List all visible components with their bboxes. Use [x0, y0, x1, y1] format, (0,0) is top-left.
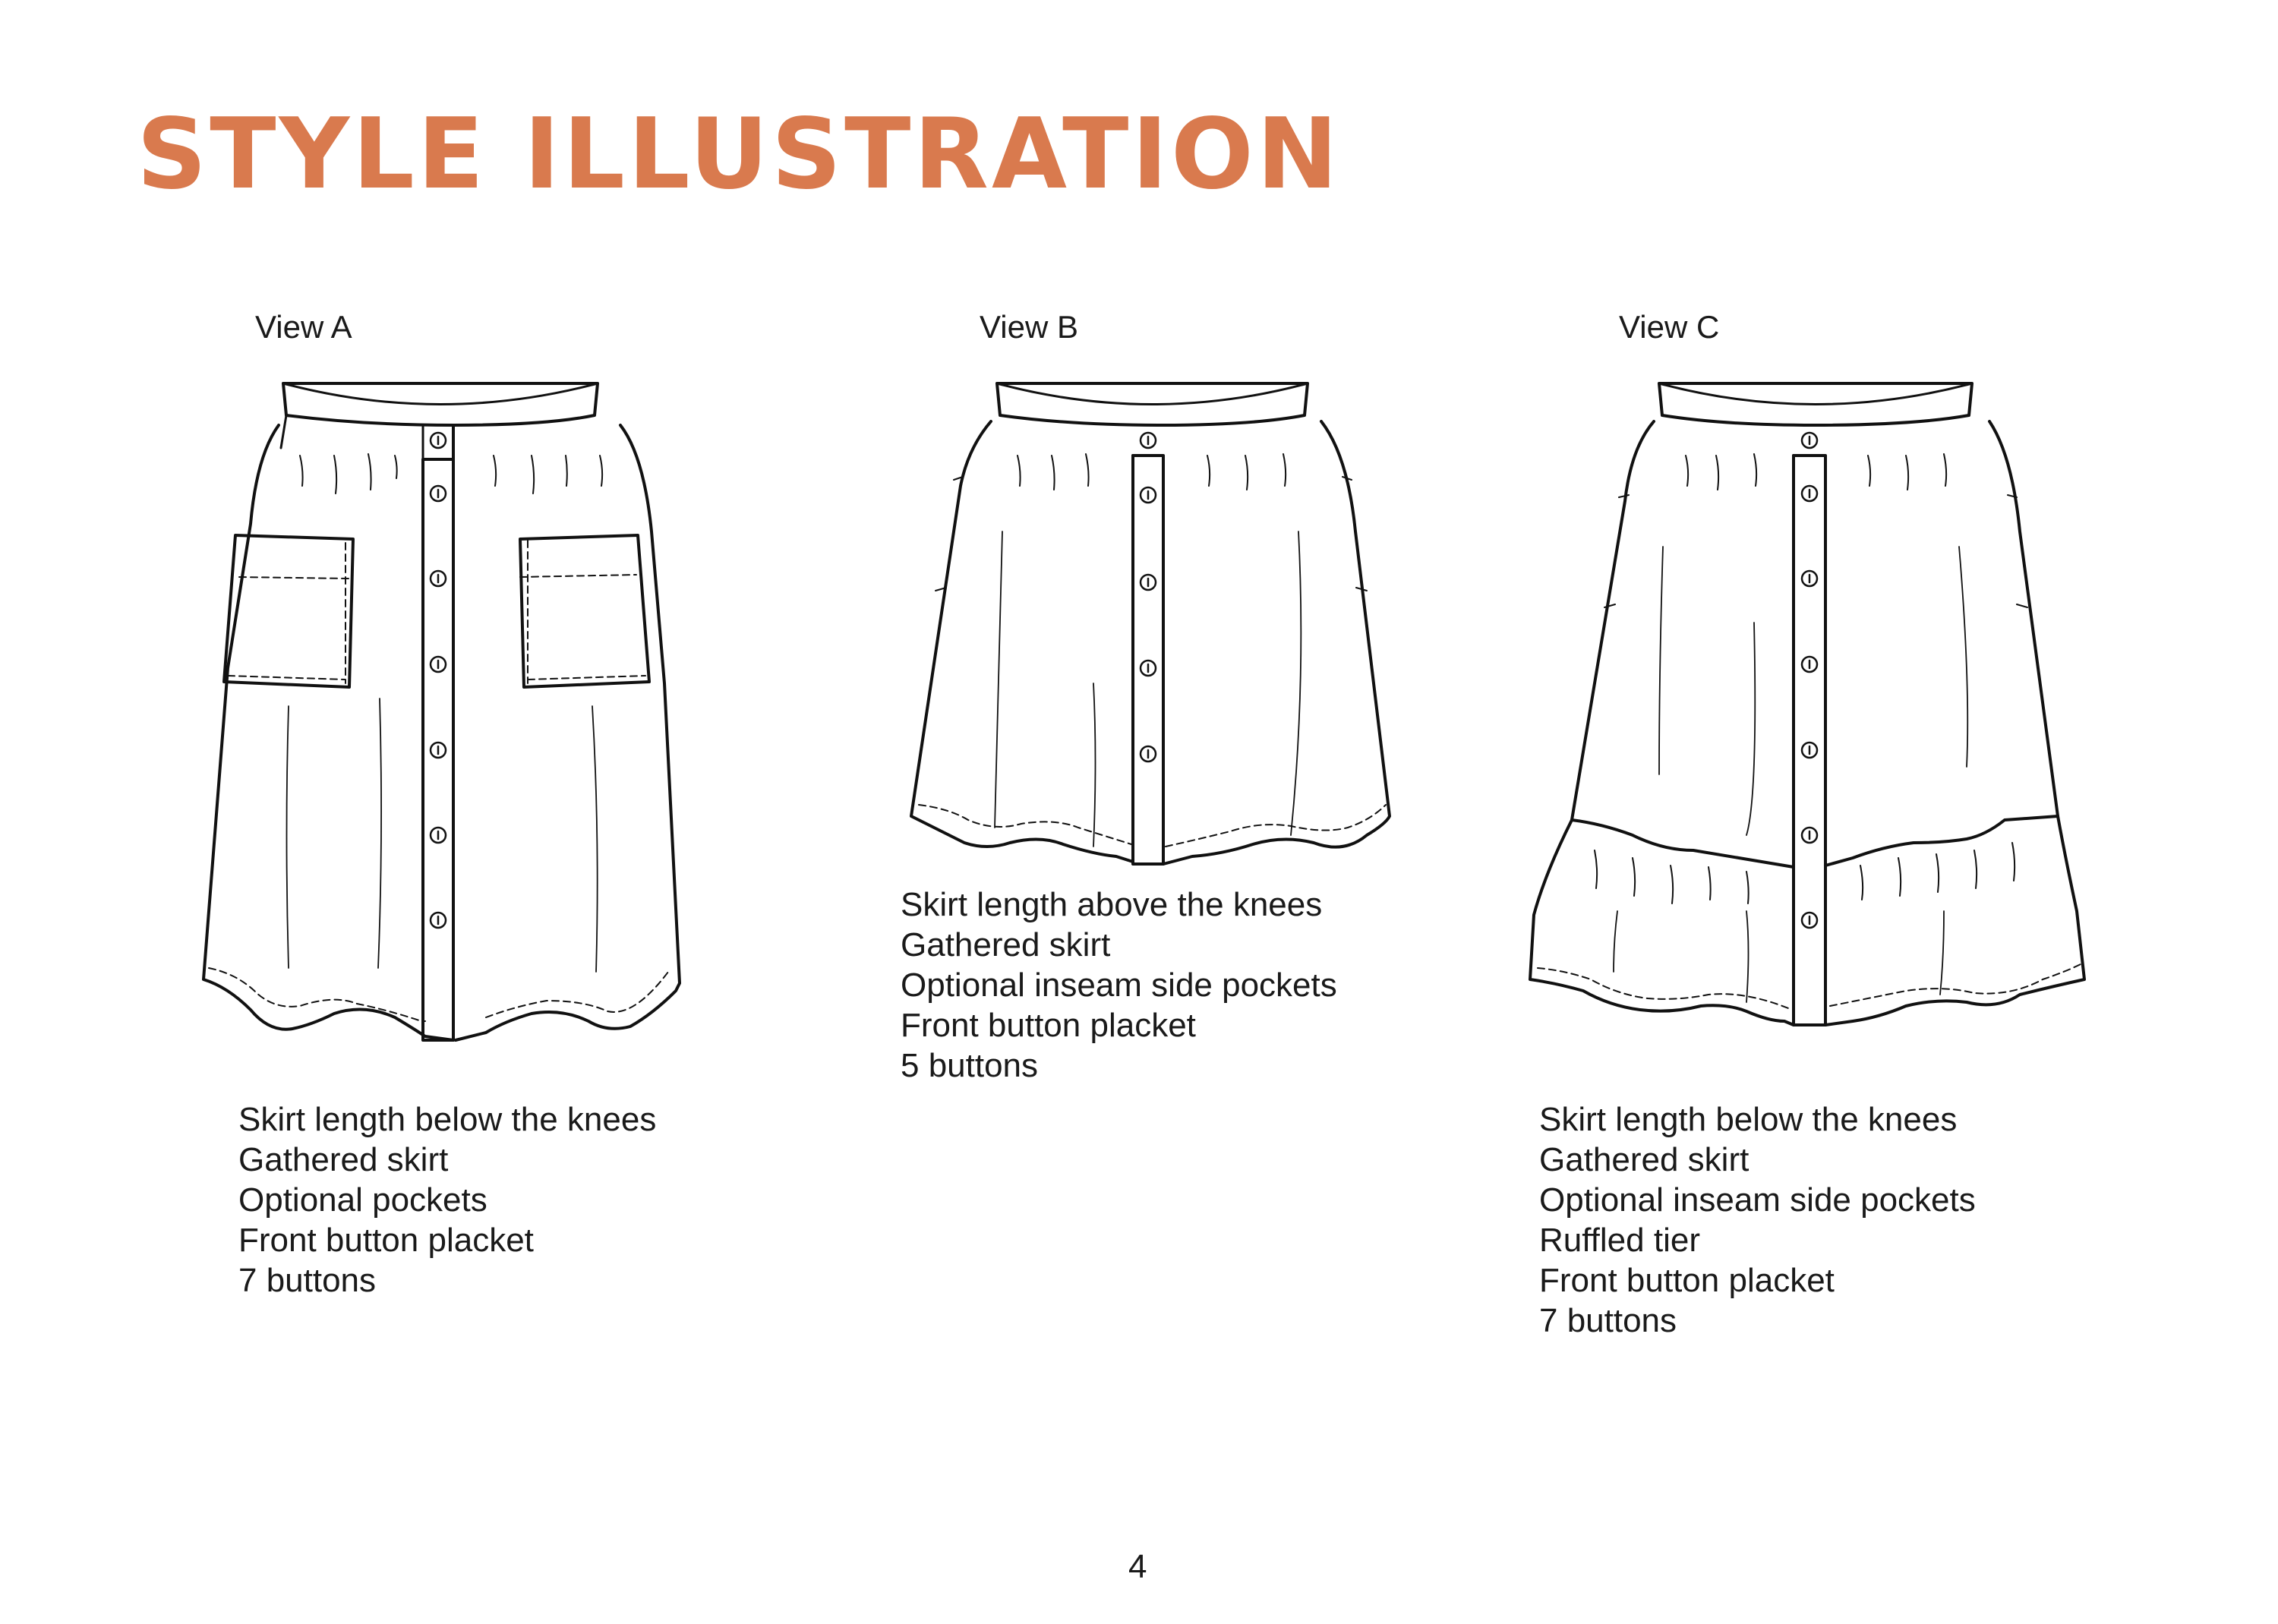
- placket-buttons: [431, 433, 1817, 928]
- skirt-view-b-illustration: [911, 383, 1390, 864]
- page-number: 4: [1128, 1548, 1147, 1585]
- feature-item: Skirt length below the knees: [1539, 1101, 1958, 1138]
- feature-item: Skirt length above the knees: [901, 886, 1323, 923]
- view-b-buttons: [1141, 433, 1156, 762]
- feature-item: Optional inseam side pockets: [901, 967, 1337, 1004]
- view-a-label: View A: [255, 309, 352, 345]
- feature-item: Front button placket: [901, 1007, 1196, 1044]
- feature-item: Optional pockets: [238, 1181, 487, 1219]
- feature-item: Skirt length below the knees: [238, 1101, 657, 1138]
- skirt-view-a-illustration: [204, 383, 680, 1040]
- feature-item: 5 buttons: [901, 1047, 1039, 1084]
- feature-item: Optional inseam side pockets: [1539, 1181, 1976, 1219]
- view-a-features: [238, 1099, 656, 1301]
- feature-item: Gathered skirt: [238, 1141, 449, 1178]
- view-c-features: [1539, 1099, 1976, 1341]
- feature-item: 7 buttons: [238, 1262, 377, 1299]
- view-b-label: View B: [980, 309, 1078, 345]
- feature-item: Gathered skirt: [1539, 1141, 1750, 1178]
- skirt-view-c-illustration: [1530, 383, 2084, 1025]
- view-c-label: View C: [1619, 309, 1720, 345]
- feature-item: 7 buttons: [1539, 1302, 1677, 1339]
- view-b-features: [901, 885, 1337, 1086]
- feature-item: Front button placket: [1539, 1262, 1835, 1299]
- view-c-buttons: [1802, 433, 1817, 928]
- feature-item: Ruffled tier: [1539, 1222, 1700, 1259]
- feature-item: Front button placket: [238, 1222, 534, 1259]
- view-a-buttons: [431, 433, 446, 928]
- feature-item: Gathered skirt: [901, 926, 1111, 963]
- page-title: STYLE ILLUSTRATION: [137, 98, 1341, 211]
